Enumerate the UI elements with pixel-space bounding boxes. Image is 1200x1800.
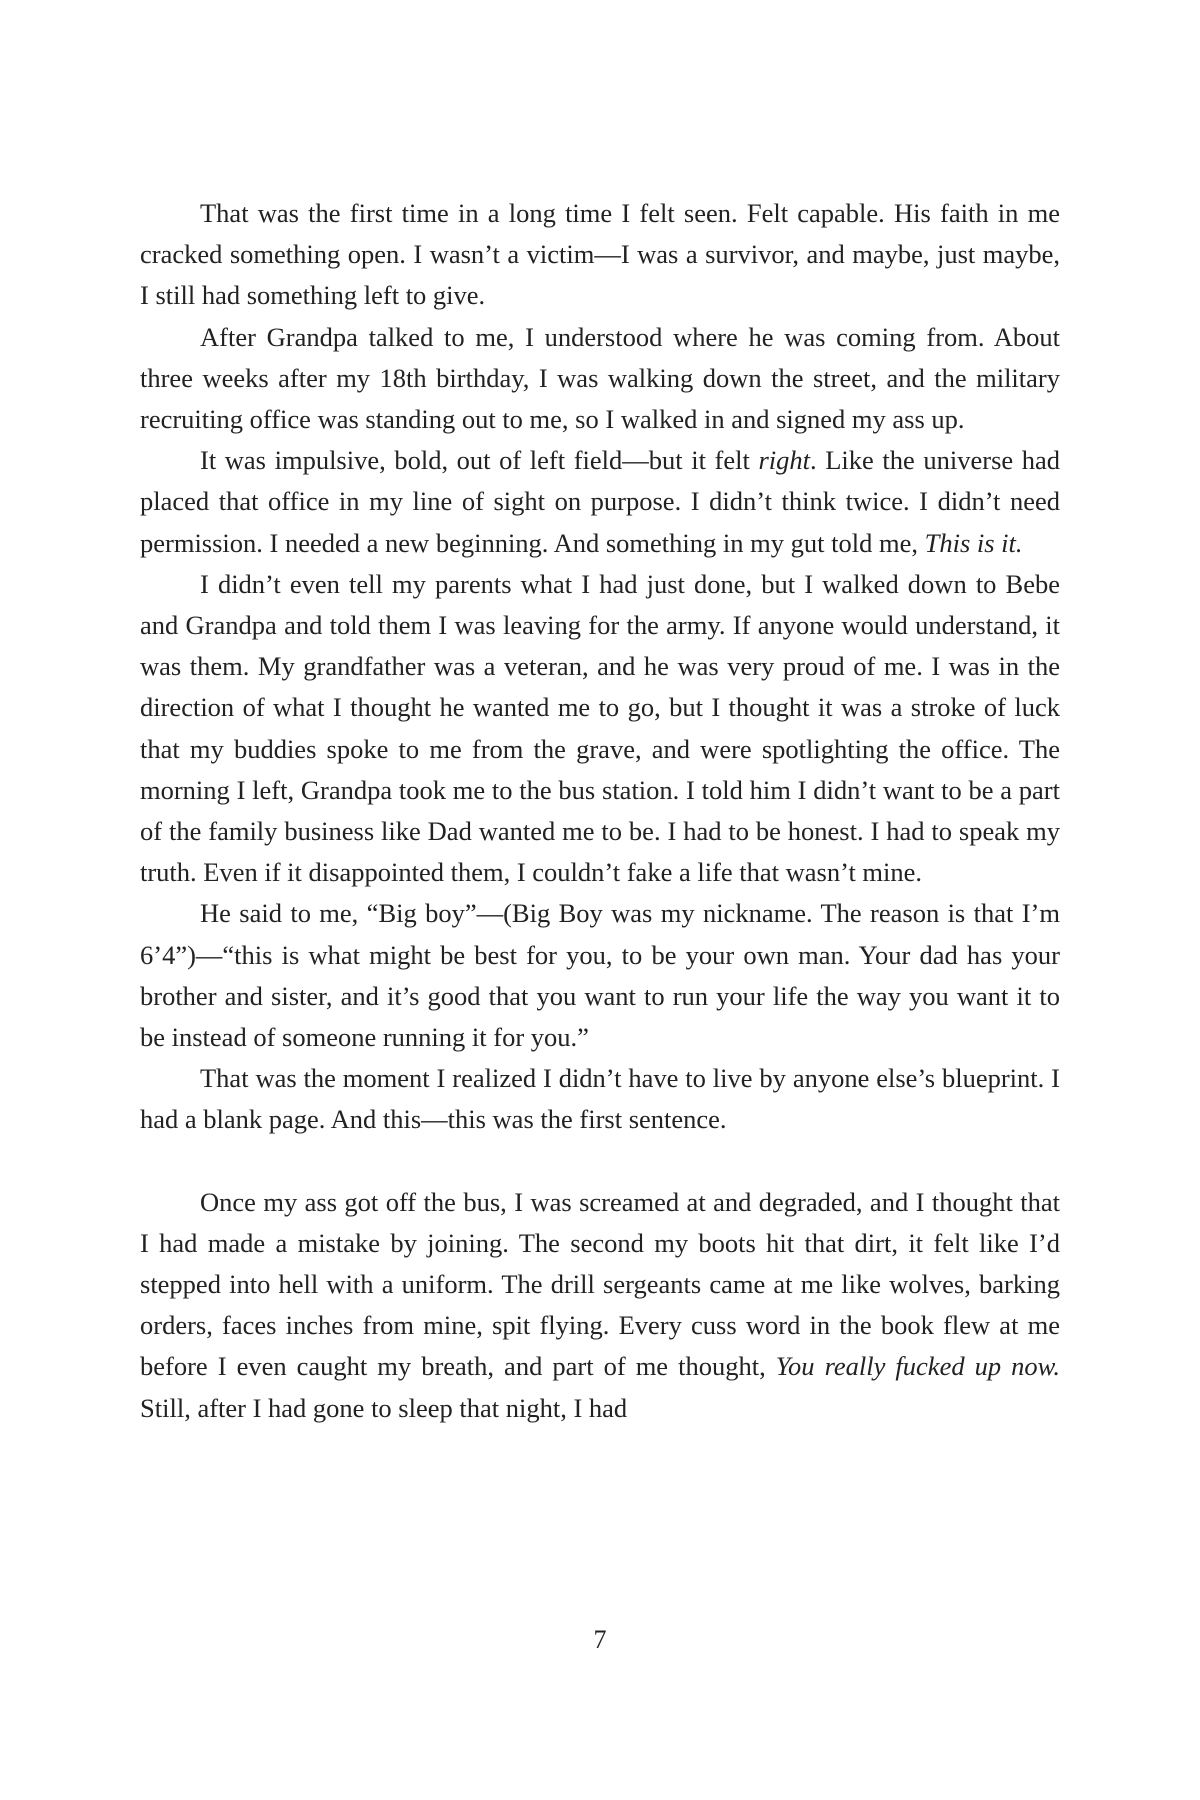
paragraph-text: That was the moment I realized I didn’t have to live by anyone else’s blueprint. I had a blank page. And this—this was the first sentence. xyxy=(140,1063,1060,1135)
italic-text: right xyxy=(758,445,811,476)
paragraph-text: That was the first time in a long time I felt seen. Felt capable. His faith in me cracked something open. I wasn’t a victim—I was a survivor, and maybe, just maybe, I still had something left to give. xyxy=(140,198,1060,311)
paragraph-6 xyxy=(140,1058,1060,1140)
paragraph-text: . Like the universe had placed that office in my line of sight on purpose. I didn’t think twice. I didn’t need permission. I needed a new beginning. And something in my gut told me, xyxy=(140,445,1060,558)
italic-text: You really fucked up now. xyxy=(775,1351,1060,1382)
paragraph-5 xyxy=(140,893,1060,1058)
paragraph-text: After Grandpa talked to me, I understood where he was coming from. About three weeks after my 18th birthday, I was walking down the street, and the military recruiting office was standing out to me, so I walked in and signed my ass up. xyxy=(140,321,1060,435)
paragraph-7 xyxy=(140,1182,1060,1429)
paragraph-4 xyxy=(140,564,1060,894)
paragraph-2 xyxy=(140,317,1060,441)
body-text xyxy=(140,193,1060,1429)
italic-text: This is it. xyxy=(924,527,1023,558)
page-number: 7 xyxy=(593,1625,607,1654)
paragraph-text: Still, after I had gone to sleep that night, I had xyxy=(140,1392,628,1423)
paragraph-3 xyxy=(140,440,1060,564)
paragraph-text: I didn’t even tell my parents what I had just done, but I walked down to Bebe and Grandpa and told them I was leaving for the army. If anyone would understand, it was them. My grandfather was a veteran, and he was very proud of me. I was in the direction of what I thought he wanted me to go, but I thought it was a stroke of luck that my buddies spoke to me from the grave, and were spotlighting the office. The morning I left, Grandpa took me to the bus station. I told him I didn’t want to be a part of the family business like Dad wanted me to be. I had to be honest. I had to speak my truth. Even if it disappointed them, I couldn’t fake a life that wasn’t mine. xyxy=(140,568,1060,888)
paragraph-1 xyxy=(140,193,1060,317)
paragraph-text: It was impulsive, bold, out of left field—but it felt xyxy=(200,445,759,476)
paragraph-text: He said to me, “Big boy”—(Big Boy was my nickname. The reason is that I’m 6’4”)—“this is what might be best for you, to be your own man. Your dad has your brother and sister, and it’s good that you want to run your life the way you want it to be instead of someone running it for you.” xyxy=(140,898,1060,1053)
paragraph-text: Once my ass got off the bus, I was screamed at and degraded, and I thought that I had made a mistake by joining. The second my boots hit that dirt, it felt like I’d stepped into hell with a uniform. The drill sergeants came at me like wolves, barking orders, faces inches from mine, spit flying. Every cuss word in the book flew at me before I even caught my breath, and part of me thought, xyxy=(140,1186,1060,1382)
